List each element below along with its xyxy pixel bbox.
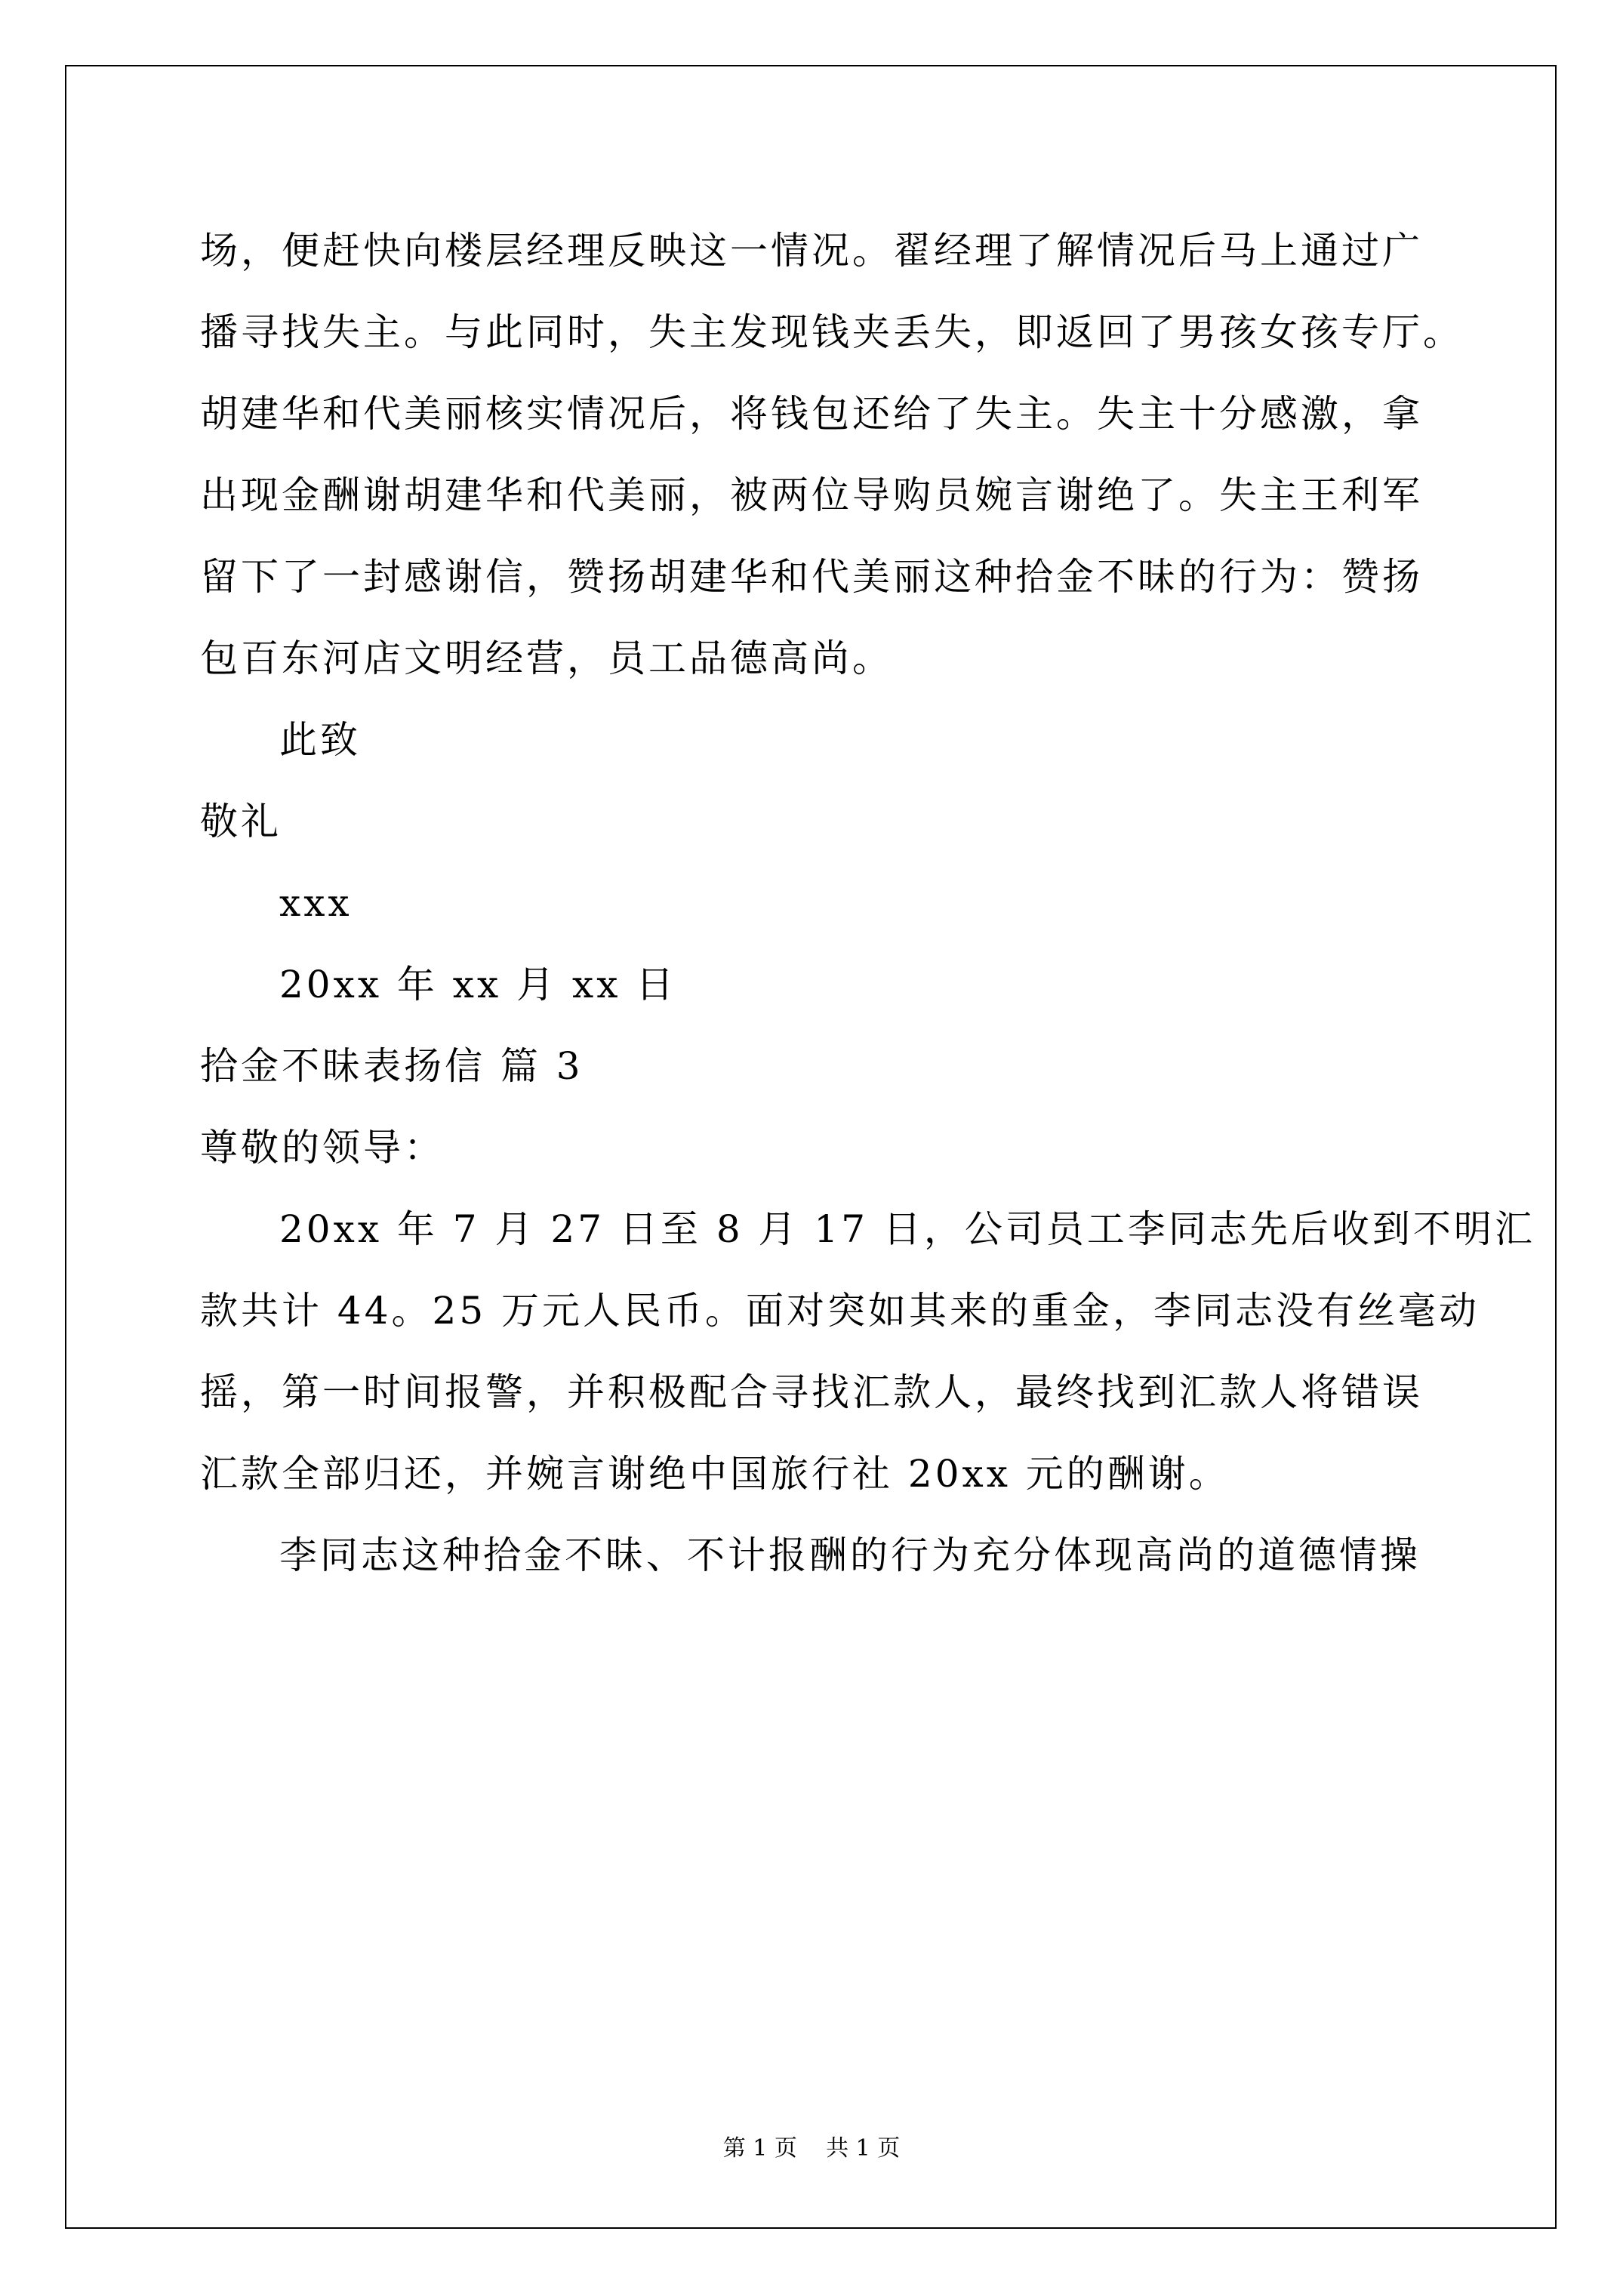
closing-salutation: 此致 [279, 718, 361, 762]
body-line-3: 胡建华和代美丽核实情况后，将钱包还给了失主。失主十分感激，拿 [200, 392, 1423, 436]
body-line-17: 李同志这种拾金不昧、不计报酬的行为充分体现高尚的道德情操 [279, 1533, 1421, 1577]
body-line-5: 留下了一封感谢信，赞扬胡建华和代美丽这种拾金不昧的行为：赞扬 [200, 555, 1423, 599]
body-line-1: 场，便赶快向楼层经理反映这一情况。翟经理了解情况后马上通过广 [200, 229, 1423, 273]
body-line-4: 出现金酬谢胡建华和代美丽，被两位导购员婉言谢绝了。失主王利军 [200, 473, 1423, 517]
body-line-2: 播寻找失主。与此同时，失主发现钱夹丢失，即返回了男孩女孩专厅。 [200, 310, 1464, 354]
page-footer: 第 1 页 共 1 页 [722, 2135, 901, 2162]
closing-regards: 敬礼 [200, 800, 282, 843]
body-line-15: 摇，第一时间报警，并积极配合寻找汇款人，最终找到汇款人将错误 [200, 1370, 1423, 1414]
body-line-13: 20xx 年 7 月 27 日至 8 月 17 日，公司员工李同志先后收到不明汇 [279, 1207, 1535, 1251]
signature-date: 20xx 年 xx 月 xx 日 [279, 963, 677, 1006]
body-line-14: 款共计 44。25 万元人民币。面对突如其来的重金，李同志没有丝毫动 [200, 1289, 1480, 1333]
body-line-6: 包百东河店文明经营，员工品德高尚。 [200, 636, 893, 680]
signature-name: xxx [279, 881, 353, 925]
body-line-16: 汇款全部归还，并婉言谢绝中国旅行社 20xx 元的酬谢。 [200, 1452, 1230, 1496]
letter-greeting: 尊敬的领导： [200, 1126, 445, 1170]
section-heading: 拾金不昧表扬信 篇 3 [200, 1044, 584, 1088]
